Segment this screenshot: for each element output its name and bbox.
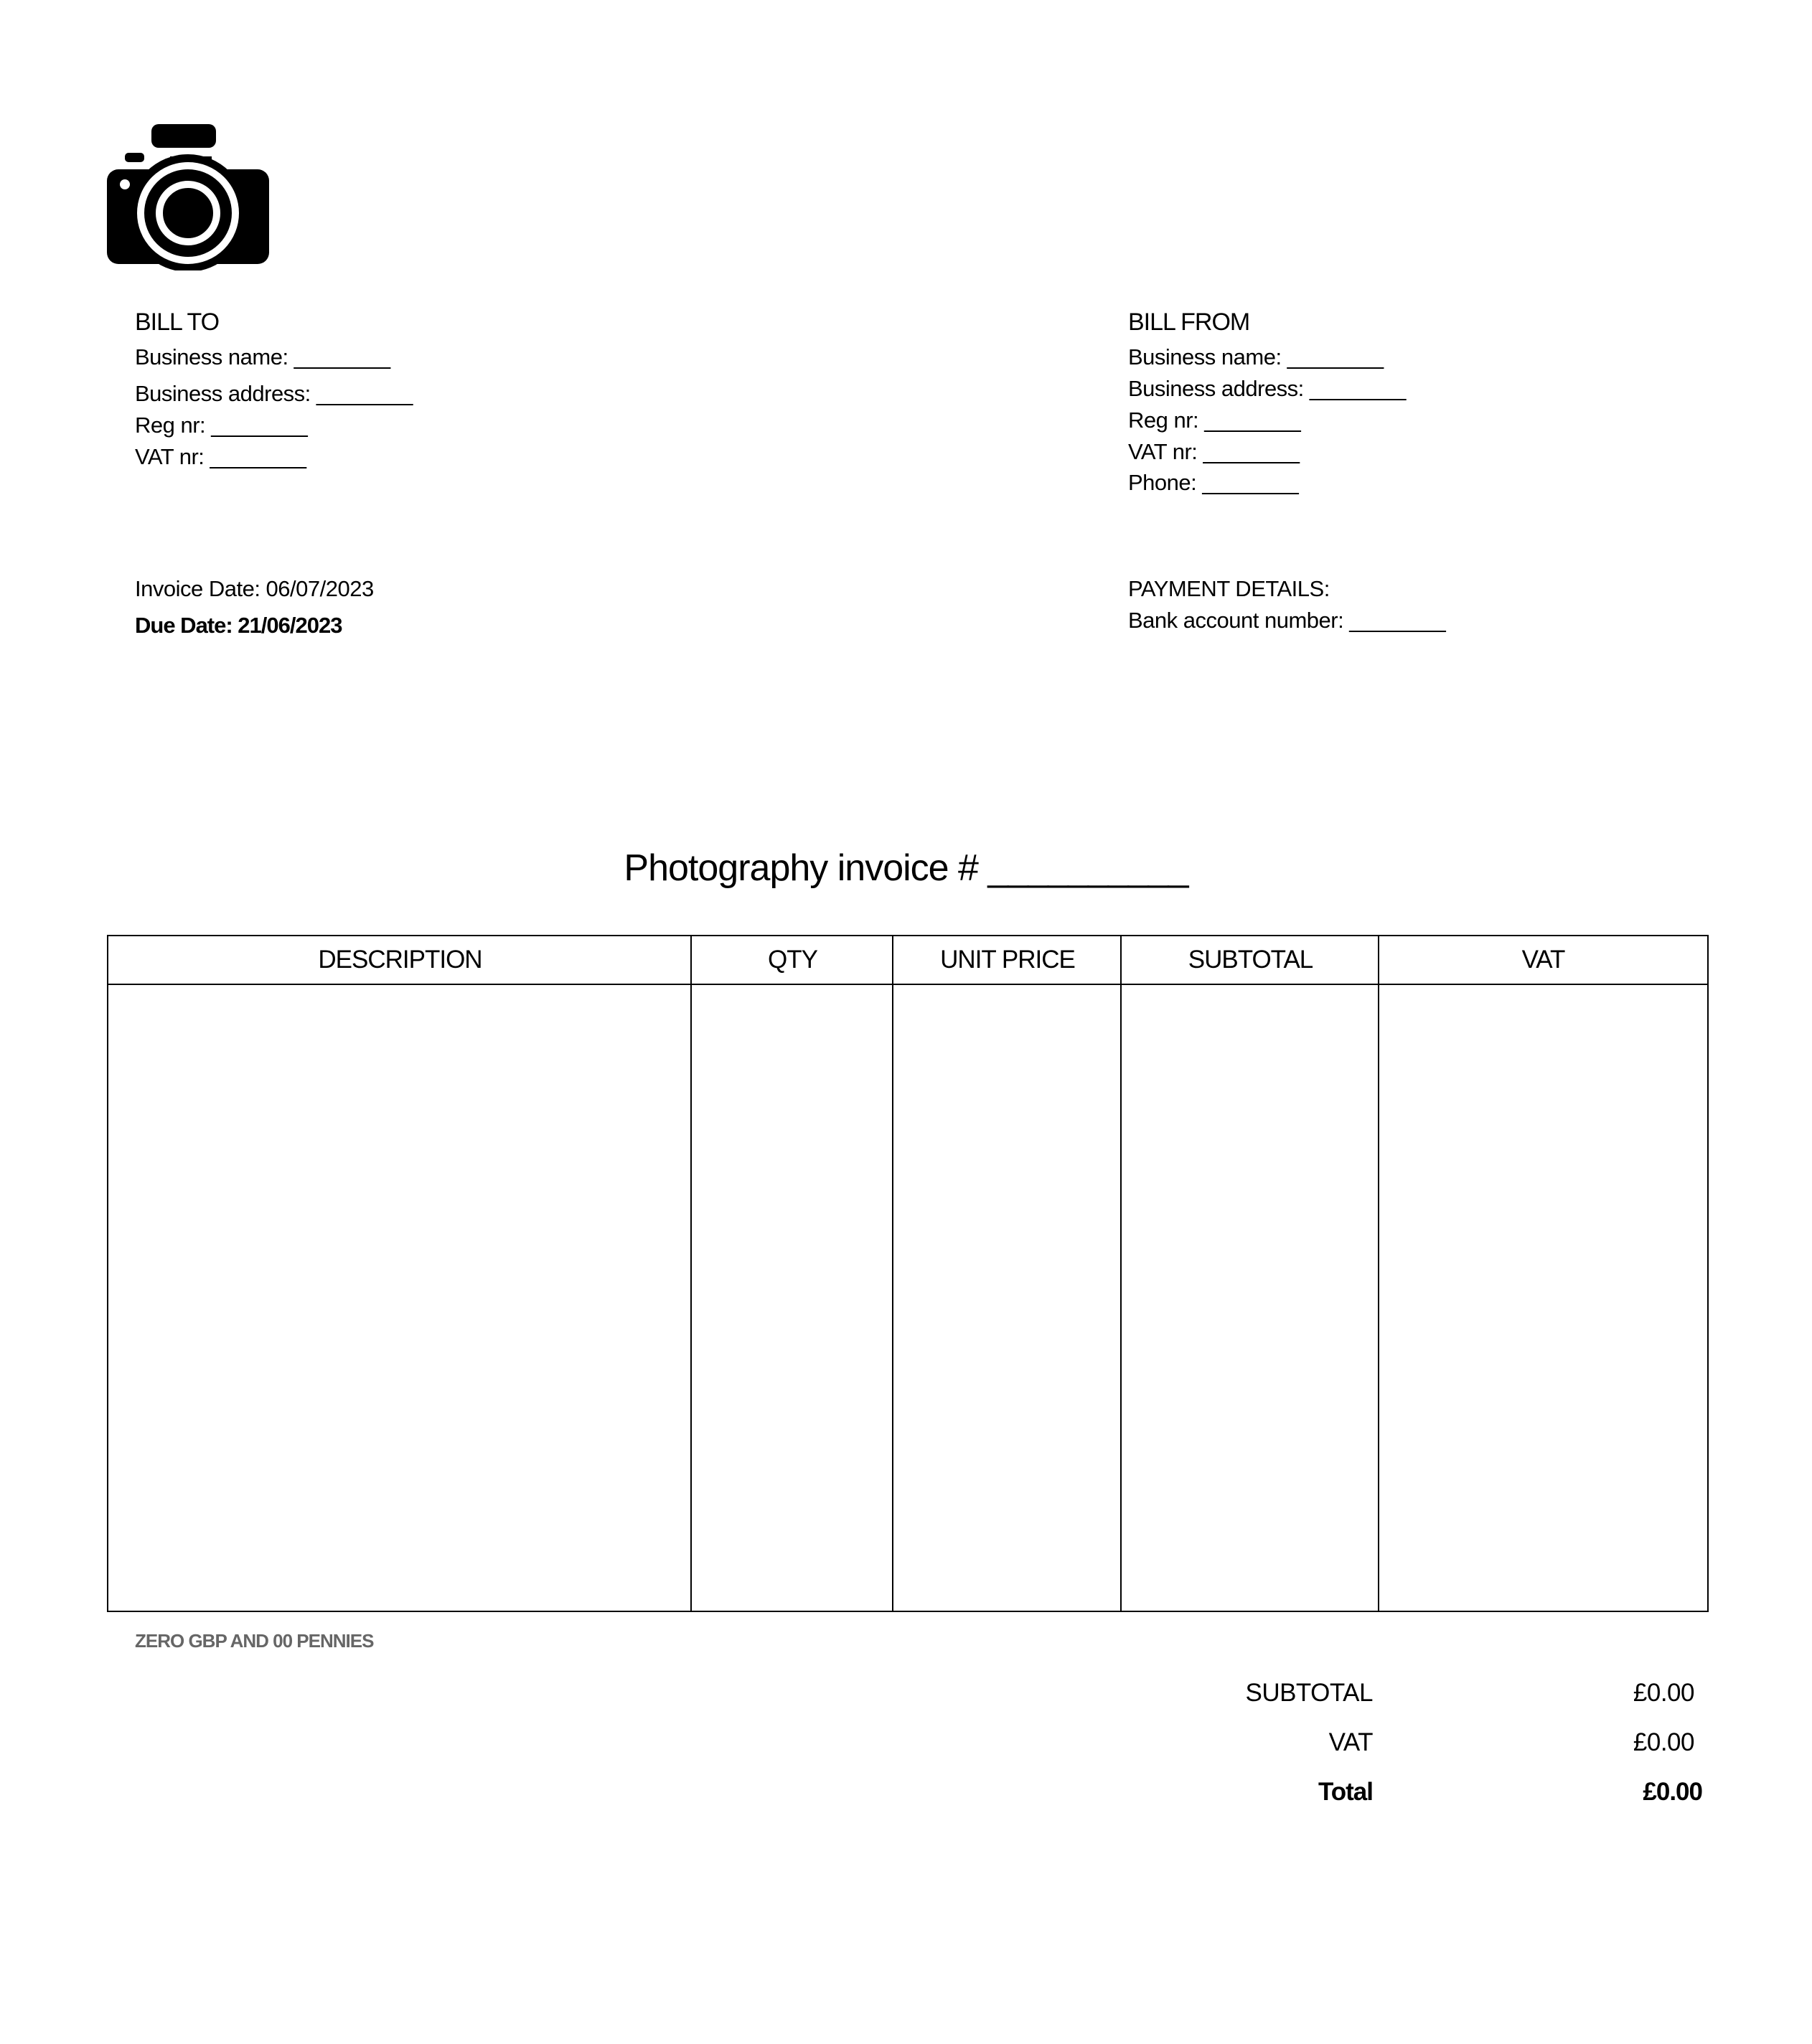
- subtotal-value: £0.00: [1633, 1679, 1694, 1707]
- bill-from-business-name: Business name: ________: [1128, 344, 1384, 369]
- vat-cell[interactable]: [1379, 985, 1707, 1611]
- subtotal-label: SUBTOTAL: [1245, 1679, 1373, 1707]
- column-header-vat: VAT: [1379, 936, 1707, 985]
- bill-from-reg-nr: Reg nr: ________: [1128, 408, 1301, 433]
- bill-from-phone: Phone: ________: [1128, 470, 1299, 495]
- due-date: Due Date: 21/06/2023: [135, 613, 342, 638]
- invoice-date: Invoice Date: 06/07/2023: [135, 576, 374, 601]
- vat-label: VAT: [1328, 1728, 1373, 1756]
- bill-to-business-address: Business address: ________: [135, 381, 413, 406]
- qty-cell[interactable]: [692, 985, 892, 1611]
- bill-to-vat-nr: VAT nr: ________: [135, 444, 306, 469]
- column-header-unit-price: UNIT PRICE: [893, 936, 1122, 985]
- column-header-description: DESCRIPTION: [108, 936, 692, 985]
- line-items-table: [107, 935, 1709, 1612]
- camera-icon: [107, 124, 269, 270]
- total-label: Total: [1318, 1778, 1373, 1806]
- invoice-title: Photography invoice # __________: [624, 847, 1188, 889]
- column-header-subtotal: SUBTOTAL: [1122, 936, 1379, 985]
- bill-to-reg-nr: Reg nr: ________: [135, 413, 308, 438]
- bill-to-heading: BILL TO: [135, 309, 220, 336]
- column-header-qty: QTY: [692, 936, 893, 985]
- bill-to-business-name: Business name: ________: [135, 344, 390, 369]
- vat-value: £0.00: [1633, 1728, 1694, 1756]
- subtotal-cell[interactable]: [1122, 985, 1378, 1611]
- bill-from-heading: BILL FROM: [1128, 309, 1250, 336]
- total-value: £0.00: [1643, 1778, 1702, 1806]
- payment-details-heading: PAYMENT DETAILS:: [1128, 576, 1330, 601]
- bank-account-number: Bank account number: ________: [1128, 608, 1446, 633]
- bill-from-vat-nr: VAT nr: ________: [1128, 439, 1300, 464]
- bill-from-business-address: Business address: ________: [1128, 376, 1406, 401]
- amount-in-words: ZERO GBP AND 00 PENNIES: [135, 1630, 374, 1652]
- unit-price-cell[interactable]: [893, 985, 1120, 1611]
- description-cell[interactable]: [108, 985, 690, 1611]
